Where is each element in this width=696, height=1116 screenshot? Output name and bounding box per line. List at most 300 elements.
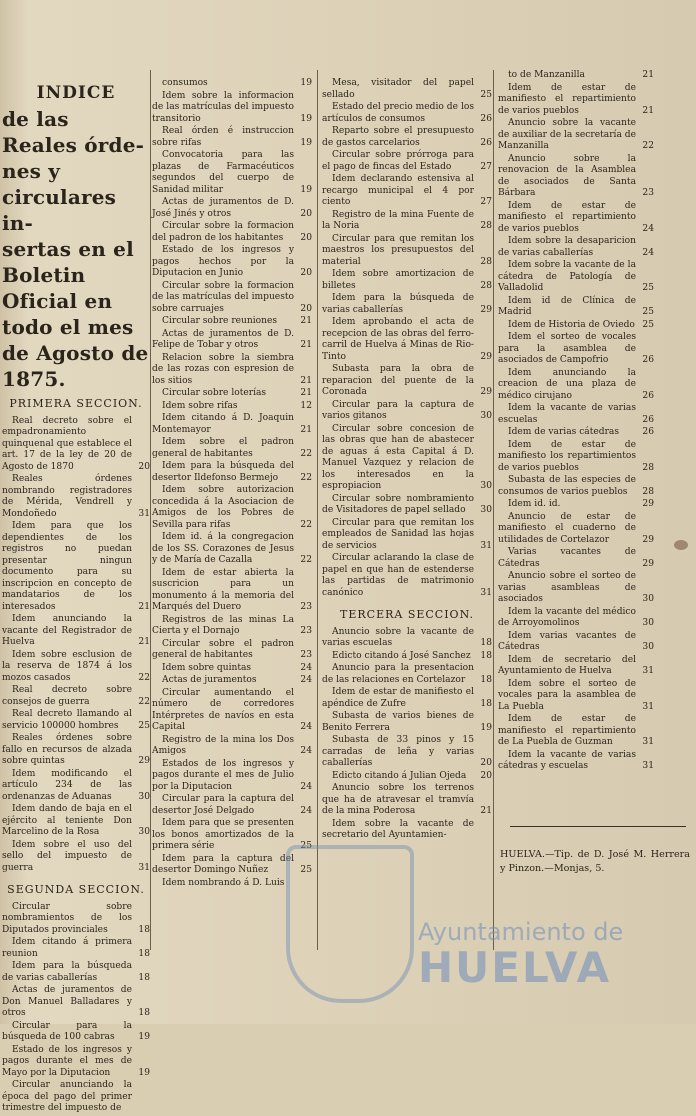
entry-text: Edicto citando á Julian Ojeda	[332, 770, 467, 781]
entry-page-number: 25	[300, 841, 312, 851]
index-entry	[322, 735, 492, 770]
entry-text: Real órden é instruccion sobre rifas	[152, 126, 294, 148]
entry-text: Idem varias vacantes de Cátedras	[498, 630, 636, 652]
entry-text: Convocatoria para las plazas de Farmacéuticos segundos del cuerpo de Sanidad militar	[152, 150, 294, 195]
entry-text: Actas de juramentos de Don Manuel Balladares y otros	[2, 985, 132, 1018]
index-entry	[2, 937, 150, 960]
index-entry	[322, 819, 492, 842]
index-entry	[498, 475, 654, 498]
entry-page-number: 28	[480, 221, 492, 231]
index-entry	[2, 902, 150, 937]
entry-text: to de Manzanilla	[508, 70, 585, 80]
index-entry	[2, 985, 150, 1020]
entry-page-number: 20	[480, 770, 492, 781]
entry-text: Relacion sobre la siembra de las rozas con espresion de los sitios	[152, 352, 294, 386]
entry-list	[322, 78, 492, 599]
entry-page-number: 20	[300, 303, 312, 314]
index-entry	[498, 236, 654, 259]
index-entry	[152, 281, 312, 316]
entry-text: Actas de juramentos	[162, 675, 257, 685]
index-entry	[152, 675, 312, 687]
index-entry	[498, 427, 654, 439]
column-4	[498, 70, 654, 774]
index-entry	[152, 688, 312, 734]
index-entry	[152, 197, 312, 220]
entry-text: Idem sobre la desaparicion de varias caballerías	[498, 236, 636, 258]
index-entry	[152, 485, 312, 531]
index-entry	[498, 70, 654, 82]
entry-page-number: 29	[480, 387, 492, 397]
entry-text: Anuncio sobre la vacante de auxiliar de la secretaría de Manzanilla	[498, 118, 636, 151]
entry-page-number: 23	[642, 188, 654, 198]
entry-page-number: 18	[480, 650, 492, 661]
index-entry	[2, 769, 150, 804]
entry-page-number: 18	[480, 674, 492, 685]
entry-text: Idem aprobando el acta de recepcion de las obras del ferro-carril de Huelva á Minas de Rio-Tinto	[322, 317, 474, 362]
column-divider	[493, 70, 494, 950]
index-entry	[152, 639, 312, 662]
entry-page-number: 19	[138, 1067, 150, 1078]
index-entry	[498, 499, 654, 511]
entry-text: Circular sobre loterías	[162, 388, 267, 398]
entry-page-number: 20	[480, 758, 492, 768]
entry-page-number: 21	[300, 375, 312, 386]
entry-page-number: 22	[300, 448, 312, 459]
index-entry	[152, 437, 312, 460]
entry-page-number: 29	[642, 534, 654, 545]
entry-page-number: 23	[300, 626, 312, 636]
entry-text: Idem para la búsqueda de varias caballerías	[322, 293, 474, 315]
entry-page-number: 20	[300, 268, 312, 278]
index-entry	[322, 174, 492, 209]
index-entry	[322, 518, 492, 553]
index-entry	[2, 1080, 150, 1115]
entry-text: Estado de los ingresos y pagos hechos por la Diputacion en Junio	[152, 245, 294, 278]
entry-text: Subasta de 33 pinos y 15 carradas de leña y varias caballerías	[322, 735, 474, 768]
entry-text: Idem sobre el uso del sello del impuesto de guerra	[2, 839, 132, 873]
entry-text: Idem anunciando la vacante del Registrador de Huelva	[2, 614, 132, 647]
index-entry	[2, 709, 150, 732]
entry-text: Idem de estar de manifiesto el repartimiento de varios pueblos	[498, 82, 636, 116]
entry-text: Anuncio de estar de manifiesto el cuaderno de utilidades de Cortelazor	[498, 511, 636, 545]
paper-stain	[674, 540, 688, 550]
entry-text: Anuncio sobre la renovacion de la Asamblea de asociados de Santa Bárbara	[498, 153, 636, 198]
index-entry	[2, 416, 150, 474]
index-title: INDICE de las Reales órde- nes y circulares in- sertas en el Boletin Oficial en todo el mes de Agosto de 1875.	[2, 83, 149, 391]
index-entry	[152, 329, 312, 352]
entry-page-number: 22	[300, 555, 312, 565]
entry-page-number: 26	[480, 113, 492, 124]
entry-page-number: 26	[480, 137, 492, 148]
entry-text: Idem sobre el sorteo de vocales para la asamblea de La Puebla	[498, 678, 636, 712]
entry-text: consumos	[162, 78, 208, 88]
index-entry	[152, 316, 312, 328]
entry-text: Idem sobre autorizacion concedida á la Asociacion de Amigos de los Pobres de Sevilla para rifas	[152, 485, 294, 530]
entry-page-number: 29	[480, 351, 492, 362]
entry-text: Idem sobre la informacion de las matrículas del impuesto transitorio	[152, 90, 294, 124]
watermark-text: Ayuntamiento de HUELVA	[418, 918, 624, 992]
index-entry	[2, 840, 150, 875]
index-entry	[498, 512, 654, 547]
index-entry	[152, 794, 312, 817]
index-entry	[322, 269, 492, 292]
entry-page-number: 26	[642, 390, 654, 401]
entry-text: Idem para que los dependientes de los registros no puedan presentar ningun documento para su inscripcion en concepto de mandatarios de los interesados	[2, 521, 132, 612]
entry-page-number: 30	[480, 411, 492, 421]
entry-text: Idem la vacante de varias escuelas	[498, 403, 636, 425]
entry-page-number: 24	[300, 781, 312, 792]
index-entry	[322, 317, 492, 363]
entry-page-number: 24	[300, 722, 312, 732]
section-heading: TERCERA SECCION.	[340, 608, 474, 621]
index-entry	[152, 663, 312, 675]
index-entry	[498, 607, 654, 630]
entry-text: Estado de los ingresos y pagos durante el mes de Mayo por la Diputacion	[2, 1044, 132, 1078]
entry-page-number: 25	[642, 319, 654, 330]
index-entry	[152, 461, 312, 484]
entry-text: Circular anunciando la época del pago del primer trimestre del impuesto de	[2, 1080, 132, 1113]
index-entry	[322, 400, 492, 423]
index-entry	[152, 353, 312, 388]
index-entry	[322, 494, 492, 517]
entry-text: Anuncio sobre la vacante de varias escuelas	[322, 626, 474, 648]
entry-text: Circular sobre nombramientos de los Diputados provinciales	[2, 901, 132, 935]
entry-page-number: 29	[642, 558, 654, 569]
entry-page-number: 19	[300, 78, 312, 88]
entry-text: Idem citando á D. Joaquin Montemayor	[152, 413, 294, 435]
index-entry	[152, 568, 312, 614]
index-entry	[2, 1045, 150, 1080]
entry-page-number: 19	[300, 137, 312, 148]
index-entry	[498, 631, 654, 654]
index-entry	[498, 750, 654, 773]
entry-list	[2, 902, 150, 1115]
index-entry	[498, 201, 654, 236]
index-entry	[322, 783, 492, 818]
index-entry	[152, 615, 312, 638]
entry-text: Circular sobre la formacion de las matrículas del impuesto sobre carruajes	[152, 280, 294, 314]
index-entry	[498, 332, 654, 367]
entry-text: Reparto sobre el presupuesto de gastos carcelarios	[322, 126, 474, 148]
entry-text: Subasta de las especies de consumos de varios pueblos	[498, 475, 636, 497]
entry-page-number: 24	[300, 662, 312, 673]
entry-page-number: 21	[300, 316, 312, 326]
index-entry	[322, 150, 492, 173]
index-entry	[2, 650, 150, 685]
index-entry	[322, 627, 492, 650]
entry-text: Idem para que se presenten los bonos amortizados de la primera série	[152, 818, 294, 851]
entry-text: Idem nombrando á D. Luis	[162, 877, 285, 888]
entry-text: Edicto citando á José Sanchez	[332, 650, 471, 661]
entry-text: Circular sobre nombramiento de Visitadores de papel sellado	[322, 493, 474, 515]
index-entry	[322, 364, 492, 399]
entry-page-number: 26	[642, 414, 654, 425]
entry-page-number: 21	[138, 601, 150, 612]
entry-text: Circular para la búsqueda de 100 cabras	[2, 1020, 132, 1042]
column-1	[2, 70, 150, 1116]
entry-text: Anuncio sobre los terrenos que ha de atravesar el tramvía de la mina Poderosa	[322, 783, 474, 816]
index-entry	[2, 521, 150, 613]
entry-list	[152, 78, 312, 889]
entry-text: Subasta para la obra de reparacion del puente de la Coronada	[322, 364, 474, 397]
entry-text: Reales órdenes nombrando registradores de Mérida, Vendrell y Mondoñedo	[2, 474, 132, 519]
entry-text: Idem la vacante del médico de Arroyomolinos	[498, 606, 636, 628]
entry-text: Idem de estar de manifiesto el repartimiento de La Puebla de Guzman	[498, 714, 636, 747]
entry-text: Estados de los ingresos y pagos durante el mes de Julio por la Diputacion	[152, 758, 294, 792]
index-entry	[322, 126, 492, 149]
index-entry	[498, 260, 654, 295]
entry-page-number: 28	[480, 280, 492, 291]
entry-text: Idem id. á la congregacion de los SS. Corazones de Jesus y de María de Cazalla	[152, 532, 294, 565]
entry-page-number: 28	[642, 486, 654, 497]
entry-text: Idem id. id.	[508, 499, 561, 509]
entry-text: Circular para la captura de varios gitanos	[322, 399, 474, 421]
entry-text: Actas de juramentos de D. José Jinés y otros	[152, 197, 294, 219]
index-entry	[322, 711, 492, 734]
index-entry	[498, 440, 654, 475]
entry-text: Registros de las minas La Cierta y el Dornajo	[152, 614, 294, 636]
entry-text: Idem de estar de manifiesto los repartimientos de varios pueblos	[498, 439, 636, 473]
index-entry	[322, 553, 492, 599]
section-heading: SEGUNDA SECCION.	[7, 883, 145, 896]
index-entry	[322, 102, 492, 125]
entry-page-number: 26	[642, 355, 654, 365]
entry-text: Idem modificando el artículo 234 de las ordenanzas de Aduanas	[2, 768, 132, 802]
index-entry	[2, 685, 150, 708]
entry-page-number: 12	[300, 400, 312, 411]
index-entry	[498, 296, 654, 319]
index-entry	[322, 424, 492, 493]
index-entry	[498, 655, 654, 678]
index-entry	[2, 961, 150, 984]
entry-page-number: 25	[480, 89, 492, 100]
entry-page-number: 18	[138, 948, 150, 959]
entry-page-number: 31	[138, 508, 150, 519]
index-entry	[498, 118, 654, 153]
entry-text: Idem para la captura del desertor Domingo Nuñez	[152, 853, 294, 875]
entry-text: Idem para la búsqueda de varias caballerías	[2, 961, 132, 983]
index-entry	[152, 245, 312, 280]
entry-list	[498, 70, 654, 773]
entry-page-number: 22	[138, 672, 150, 683]
entry-text: Circular para la captura del desertor José Delgado	[152, 794, 294, 816]
printer-imprint: HUELVA.—Tip. de D. José M. Herrera y Pinzon.—Monjas, 5.	[500, 849, 690, 874]
entry-text: Idem la vacante de varias cátedras y escuelas	[498, 749, 636, 771]
entry-text: Circular sobre la formacion del padron de los habitantes	[152, 221, 294, 243]
index-entry	[2, 474, 150, 520]
section-heading: PRIMERA SECCION.	[9, 397, 143, 410]
index-entry	[152, 150, 312, 196]
index-entry	[322, 293, 492, 316]
entry-text: Idem de estar abierta la suscricion para un monumento á la memoria del Marqués del Duero	[152, 567, 294, 612]
entry-page-number: 21	[642, 70, 654, 80]
entry-text: Idem sobre la vacante de la cátedra de Patología de Valladolid	[498, 260, 636, 293]
column-3	[322, 78, 492, 843]
entry-page-number: 25	[300, 865, 312, 875]
index-entry	[498, 571, 654, 606]
entry-page-number: 22	[300, 519, 312, 530]
entry-page-number: 19	[480, 722, 492, 733]
entry-page-number: 25	[642, 283, 654, 293]
column-2	[152, 78, 312, 890]
entry-page-number: 20	[138, 461, 150, 472]
entry-page-number: 25	[642, 307, 654, 317]
index-entry	[152, 91, 312, 126]
entry-page-number: 24	[300, 805, 312, 816]
entry-page-number: 27	[480, 197, 492, 207]
index-entry	[152, 221, 312, 244]
entry-page-number: 18	[138, 972, 150, 983]
entry-text: Idem sobre quintas	[162, 662, 252, 673]
entry-page-number: 31	[642, 666, 654, 676]
entry-text: Real decreto sobre consejos de guerra	[2, 685, 132, 707]
entry-page-number: 29	[642, 499, 654, 509]
entry-text: Idem sobre esclusion de la reserva de 1874 á los mozos casados	[2, 649, 132, 683]
imprint-rule	[510, 826, 686, 827]
index-entry	[152, 532, 312, 567]
entry-text: Reales órdenes sobre fallo en recursos de alzada sobre quintas	[2, 733, 132, 766]
index-entry	[322, 687, 492, 710]
entry-list	[2, 416, 150, 875]
entry-text: Mesa, visitador del papel sellado	[322, 78, 474, 100]
entry-page-number: 30	[642, 642, 654, 652]
entry-page-number: 31	[642, 761, 654, 771]
index-entry	[152, 413, 312, 436]
entry-text: Idem de estar de manifiesto el apéndice de Zufre	[322, 687, 474, 709]
entry-text: Anuncio para la presentacion de las relaciones en Cortelazor	[322, 663, 474, 685]
entry-page-number: 30	[138, 791, 150, 802]
index-entry	[498, 320, 654, 332]
entry-page-number: 19	[138, 1032, 150, 1042]
entry-page-number: 20	[300, 208, 312, 219]
entry-text: Anuncio sobre el sorteo de varias asambleas de asociados	[498, 571, 636, 604]
entry-page-number: 23	[300, 650, 312, 660]
index-entry	[2, 614, 150, 649]
entry-text: Idem sobre el padron general de habitantes	[152, 437, 294, 459]
index-entry	[2, 733, 150, 768]
entry-page-number: 31	[642, 737, 654, 747]
entry-text: Circular aclarando la clase de papel en que han de estenderse las partidas de matrimonio canónico	[322, 553, 474, 598]
entry-text: Idem anunciando la creacion de una plaza de médico cirujano	[498, 367, 636, 401]
entry-page-number: 29	[138, 756, 150, 766]
entry-page-number: 28	[480, 256, 492, 267]
entry-page-number: 18	[480, 638, 492, 648]
column-divider	[317, 70, 318, 950]
entry-page-number: 31	[480, 587, 492, 598]
entry-page-number: 20	[300, 232, 312, 243]
entry-text: Idem de secretario del Ayuntamiento de Huelva	[498, 654, 636, 676]
entry-text: Registro de la mina los Dos Amigos	[152, 734, 294, 756]
index-entry	[322, 210, 492, 233]
entry-text: Subasta de varios bienes de Benito Ferrera	[322, 711, 474, 733]
entry-page-number: 18	[138, 1008, 150, 1018]
entry-page-number: 19	[300, 113, 312, 124]
index-entry	[322, 663, 492, 686]
entry-page-number: 27	[480, 161, 492, 172]
index-entry	[152, 78, 312, 90]
entry-text: Estado del precio medio de los artículos de consumos	[322, 102, 474, 124]
entry-text: Idem de estar de manifiesto el repartimiento de varios pueblos	[498, 200, 636, 234]
index-entry	[498, 403, 654, 426]
index-entry	[322, 771, 492, 783]
entry-text: Registro de la mina Fuente de la Noria	[322, 209, 474, 231]
entry-text: Idem de varias cátedras	[508, 427, 620, 437]
entry-text: Varias vacantes de Cátedras	[498, 547, 636, 569]
entry-text: Real decreto sobre el empadronamiento quinquenal que establece el art. 17 de la ley de 20 de Agosto de 1870	[2, 415, 132, 472]
entry-page-number: 30	[138, 827, 150, 837]
entry-text: Idem id de Clínica de Madrid	[498, 295, 636, 317]
entry-text: Idem de Historia de Oviedo	[508, 319, 635, 330]
entry-text: Idem el sorteo de vocales para la asamblea de asociados de Campofrio	[498, 332, 636, 365]
entry-text: Circular aumentando el número de corredores Intérpretes de navíos en esta Capital	[152, 687, 294, 732]
entry-page-number: 30	[480, 481, 492, 491]
entry-page-number: 30	[480, 505, 492, 515]
entry-page-number: 25	[138, 720, 150, 731]
coat-of-arms-watermark	[286, 845, 414, 1003]
index-entry	[152, 401, 312, 413]
column-divider	[150, 70, 151, 950]
entry-page-number: 22	[138, 696, 150, 707]
entry-text: Circular para que remitan los maestros los presupuestos del material	[322, 233, 474, 267]
entry-page-number: 31	[480, 540, 492, 551]
entry-page-number: 29	[480, 304, 492, 315]
index-entry	[498, 83, 654, 118]
entry-page-number: 26	[642, 427, 654, 437]
entry-text: Idem dando de baja en el ejército al teniente Don Marcelino de la Rosa	[2, 804, 132, 837]
entry-page-number: 18	[138, 924, 150, 935]
index-entry	[498, 714, 654, 749]
entry-page-number: 24	[642, 223, 654, 234]
entry-page-number: 24	[300, 746, 312, 756]
index-entry	[322, 78, 492, 101]
entry-page-number: 22	[642, 141, 654, 151]
entry-page-number: 19	[300, 184, 312, 195]
entry-page-number: 21	[300, 424, 312, 435]
entry-text: Actas de juramentos de D. Felipe de Tobar y otros	[152, 328, 294, 350]
entry-list	[322, 627, 492, 842]
entry-text: Circular sobre prórroga para el pago de fincas del Estado	[322, 150, 474, 172]
index-entry	[152, 759, 312, 794]
entry-page-number: 31	[642, 701, 654, 712]
entry-text: Idem sobre rifas	[162, 400, 238, 411]
entry-text: Circular sobre reuniones	[162, 316, 278, 326]
entry-text: Idem para la búsqueda del desertor Ildefonso Bermejo	[152, 461, 294, 483]
index-entry	[498, 154, 654, 200]
entry-text: Idem citando á primera reunion	[2, 937, 132, 959]
index-entry	[2, 804, 150, 839]
entry-page-number: 24	[300, 675, 312, 685]
entry-text: Circular sobre el padron general de habitantes	[152, 638, 294, 660]
index-entry	[152, 735, 312, 758]
index-entry	[152, 388, 312, 400]
entry-page-number: 18	[480, 698, 492, 709]
index-entry	[152, 126, 312, 149]
entry-page-number: 24	[642, 247, 654, 258]
entry-page-number: 30	[642, 594, 654, 604]
entry-page-number: 21	[300, 340, 312, 350]
index-entry	[498, 547, 654, 570]
index-entry	[322, 651, 492, 663]
entry-text: Circular para que remitan los empleados de Sanidad las hojas de servicios	[322, 517, 474, 551]
entry-page-number: 22	[300, 472, 312, 483]
entry-page-number: 21	[642, 105, 654, 116]
entry-page-number: 21	[480, 806, 492, 816]
entry-page-number: 28	[642, 462, 654, 473]
entry-page-number: 31	[138, 862, 150, 873]
entry-text: Idem declarando estensiva al recargo municipal el 4 por ciento	[322, 174, 474, 207]
entry-text: Real decreto llamando al servicio 100000 hombres	[2, 709, 132, 731]
entry-text: Idem sobre amortizacion de billetes	[322, 269, 474, 291]
